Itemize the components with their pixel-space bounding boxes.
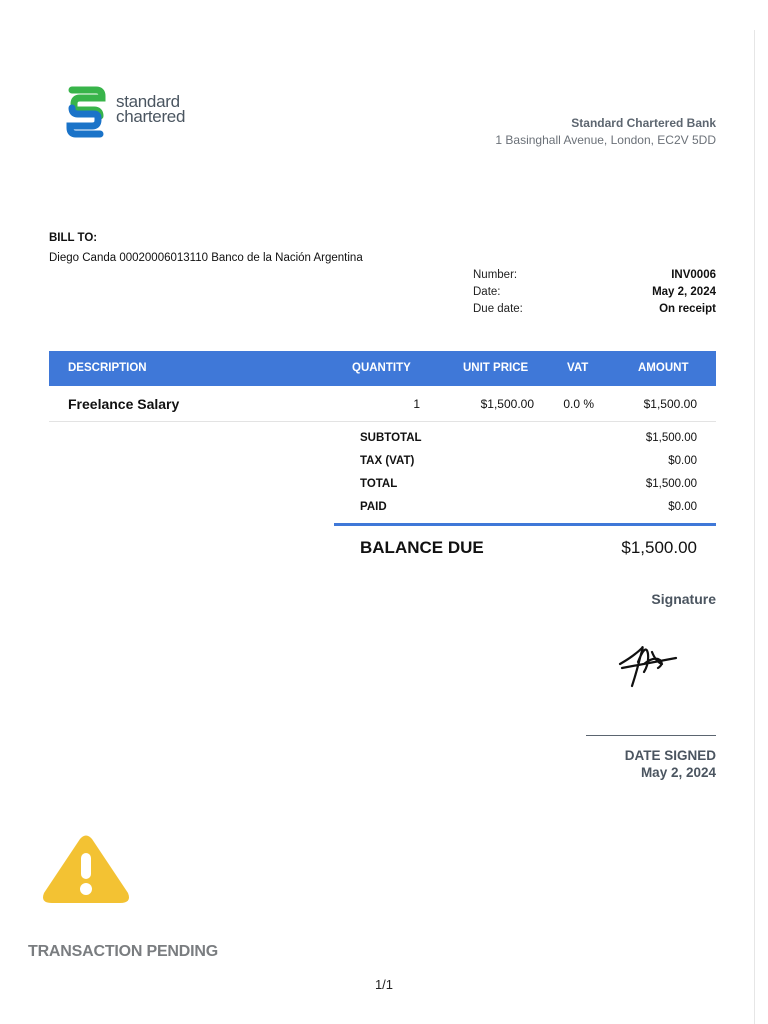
column-header-quantity: QUANTITY [352,362,411,374]
paid-value: $0.00 [668,501,697,513]
column-header-description: DESCRIPTION [68,362,147,374]
handwritten-signature [614,634,682,692]
invoice-number: INV0006 [671,269,716,281]
signature-heading: Signature [651,591,716,607]
logo-line-2: chartered [116,107,186,126]
totals [360,432,697,524]
totals-row-paid [360,501,697,524]
signature-line [586,735,716,736]
totals-row-tax [360,455,697,478]
bank-address: 1 Basinghall Avenue, London, EC2V 5DD [495,133,716,147]
totals-key: SUBTOTAL [360,432,422,444]
meta-row-number [473,269,716,286]
bill-to-label: BILL TO: [49,232,98,244]
bank-name: Standard Chartered Bank [571,116,716,130]
warning-icon [40,833,132,905]
balance-divider [334,523,716,526]
item-description: Freelance Salary [68,396,180,412]
balance-due-label: BALANCE DUE [360,538,484,557]
page-number: 1/1 [374,977,394,992]
subtotal-value: $1,500.00 [645,432,697,444]
totals-key: PAID [360,501,387,513]
page-edge [754,30,755,1024]
column-header-amount: AMOUNT [638,362,689,374]
totals-row-subtotal [360,432,697,455]
standard-chartered-logo-icon [66,86,106,138]
date-signed-label: DATE SIGNED [624,748,716,763]
balance-due-value: $1,500.00 [621,538,697,557]
meta-row-date [473,286,716,303]
totals-key: TOTAL [360,478,398,490]
item-unit-price: $1,500.00 [480,397,534,411]
column-header-vat: VAT [567,362,589,374]
logo-line-1: standard [116,92,180,111]
meta-key: Date: [473,286,501,298]
date-signed-value: May 2, 2024 [640,765,716,780]
logo-wordmark [116,94,185,124]
totals-row-total [360,478,697,501]
item-quantity: 1 [413,397,420,411]
brand-logo [66,86,216,138]
transaction-status: TRANSACTION PENDING [28,943,218,960]
meta-key: Number: [473,269,518,281]
table-row [49,386,716,422]
meta-row-due-date [473,303,716,320]
tax-value: $0.00 [668,455,697,467]
totals-key: TAX (VAT) [360,455,415,467]
column-header-unit-price: UNIT PRICE [463,362,529,374]
invoice-date: May 2, 2024 [652,286,716,298]
total-value: $1,500.00 [645,478,697,490]
invoice-meta [473,269,716,320]
item-amount: $1,500.00 [643,397,697,411]
invoice-due-date: On receipt [659,303,716,315]
bill-to-value: Diego Canda 00020006013110 Banco de la Nación Argentina [49,252,363,264]
item-vat: 0.0 % [563,397,594,411]
table-header [49,351,716,386]
meta-key: Due date: [473,303,523,315]
